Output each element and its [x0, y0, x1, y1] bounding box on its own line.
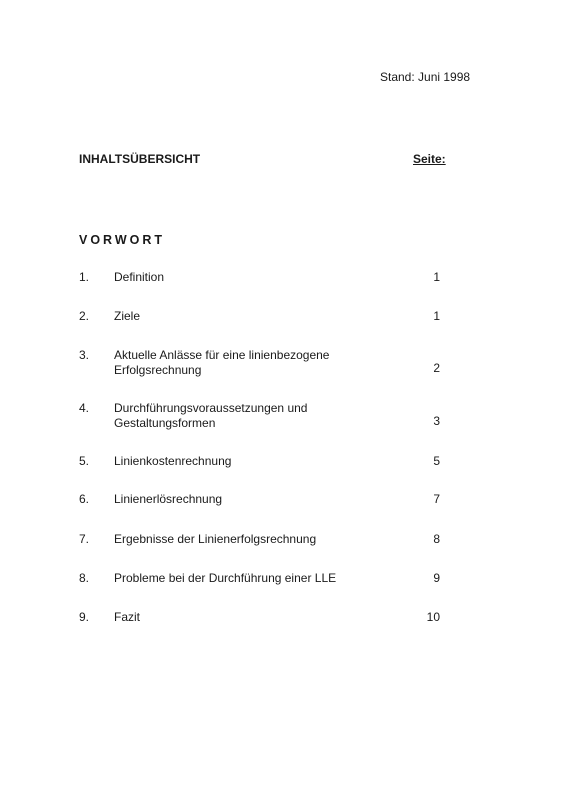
toc-entry-page: 5	[433, 454, 440, 468]
toc-entry-number: 7.	[79, 532, 90, 546]
preface-heading: VORWORT	[79, 233, 166, 247]
toc-entry-title: Ziele	[114, 309, 141, 323]
toc-entry-page: 2	[433, 361, 440, 375]
toc-entry-page: 8	[433, 532, 440, 546]
toc-entry-title: Durchführungsvoraussetzungen und Gestaltungsformen	[114, 401, 308, 430]
toc-entry-title: Fazit	[114, 610, 141, 624]
toc-entry-page: 3	[433, 414, 440, 428]
toc-entry-number: 2.	[79, 309, 90, 323]
toc-entry-page: 1	[433, 270, 440, 284]
toc-entry-title: Aktuelle Anlässe für eine linienbezogene Erfolgsrechnung	[114, 348, 330, 377]
toc-entry-page: 1	[433, 309, 440, 323]
toc-entry-page: 9	[433, 571, 440, 585]
toc-entry-title: Probleme bei der Durchführung einer LLE	[114, 571, 337, 585]
toc-entry-number: 6.	[79, 492, 90, 506]
page-column-label: Seite:	[413, 152, 446, 166]
toc-entry-number: 4.	[79, 401, 90, 415]
toc-entry-page: 10	[426, 610, 440, 624]
toc-entry-title: Ergebnisse der Linienerfolgsrechnung	[114, 532, 317, 546]
toc-entry-number: 3.	[79, 348, 90, 362]
toc-entry-title: Linienerlösrechnung	[114, 492, 223, 506]
toc-entry-number: 1.	[79, 270, 90, 284]
toc-entry-number: 8.	[79, 571, 90, 585]
stand-date: Stand: Juni 1998	[380, 70, 471, 84]
toc-entry-number: 5.	[79, 454, 90, 468]
toc-heading: INHALTSÜBERSICHT	[79, 152, 201, 166]
toc-entry-title: Definition	[114, 270, 165, 284]
toc-entry-title: Linienkostenrechnung	[114, 454, 232, 468]
toc-entry-page: 7	[433, 492, 440, 506]
toc-entry-number: 9.	[79, 610, 90, 624]
